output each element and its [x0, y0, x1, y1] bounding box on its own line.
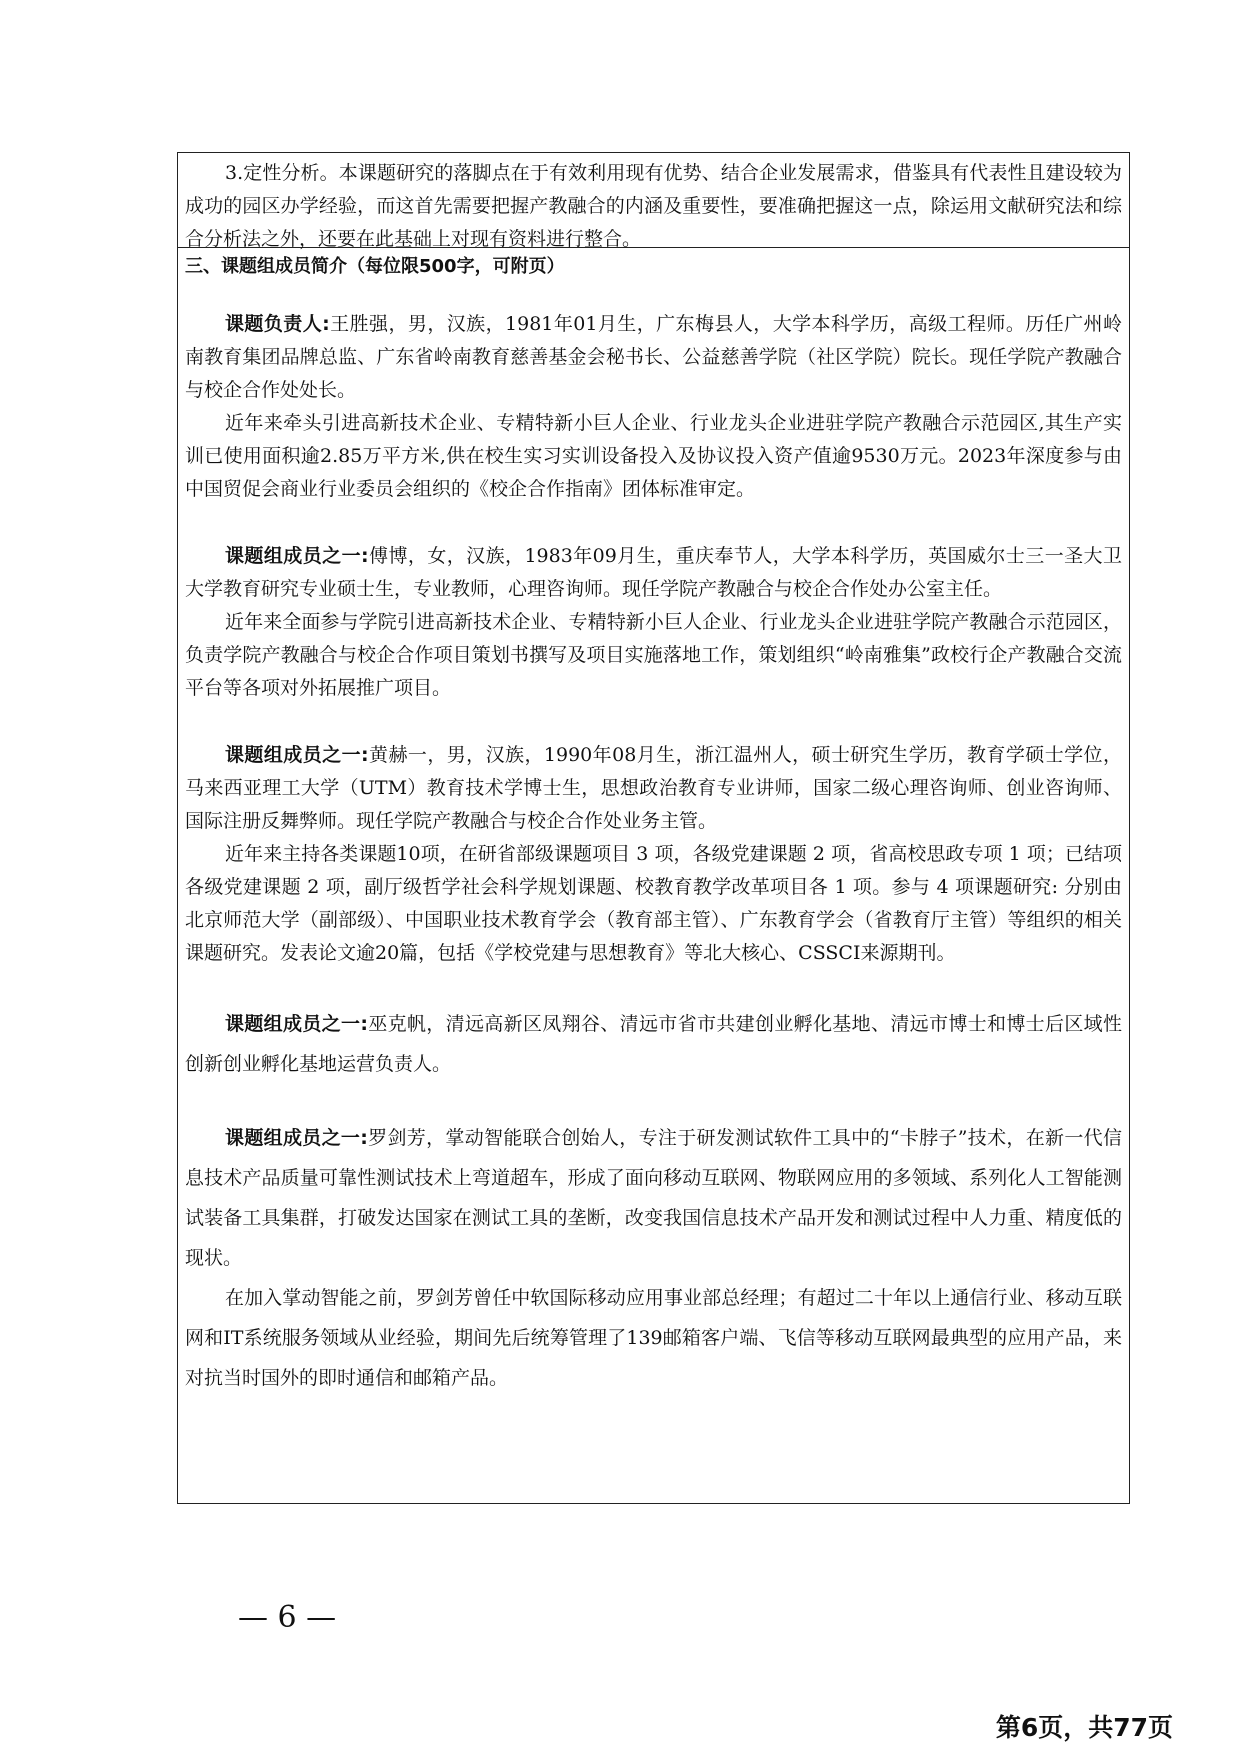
member-intro: [185, 739, 1122, 838]
members-cell: [178, 248, 1129, 1503]
member-intro: [185, 1004, 1122, 1084]
member-intro: [185, 1118, 1122, 1278]
member-intro: [185, 308, 1122, 407]
application-form-table: [177, 152, 1130, 1504]
member-detail: 在加入掌动智能之前，罗剑芳曾任中软国际移动应用事业部总经理；有超过二十年以上通信行业、移动互联网和IT系统服务领域从业经验，期间先后统筹管理了139邮箱客户端、飞信等移动互联网最典型的应用产品，来对抗当时国外的即时通信和邮箱产品。: [185, 1287, 1122, 1389]
member-intro-text: 傅博，女，汉族，1983年09月生，重庆奉节人，大学本科学历，英国威尔士三一圣大卫大学教育研究专业硕士生，专业教师，心理咨询师。现任学院产教融合与校企合作处办公室主任。: [185, 545, 1122, 600]
qualitative-analysis-paragraph: 3.定性分析。本课题研究的落脚点在于有效利用现有优势、结合企业发展需求，借鉴具有代表性且建设较为成功的园区办学经验，而这首先需要把握产教融合的内涵及重要性，要准确把握这一点，除运用文献研究法和综合分析法之外，还要在此基础上对现有资料进行整合。: [185, 162, 1122, 250]
member-detail: 近年来主持各类课题10项，在研省部级课题项目 3 项，各级党建课题 2 项，省高校思政专项 1 项；已结项各级党建课题 2 项，副厅级哲学社会科学规划课题、校教育教学改革项目各 1 项。参与 4 项课题研究: 分别由北京师范大学（副部级）、中国职业技术教育学会（教育部主管）、广东教育学会（省教育厅主管）等组织的相关课题研究。发表论文逾20篇，包括《学校党建与思想教育》等北大核心、CSSCI来源期刊。: [185, 843, 1122, 964]
member-intro-text: 王胜强，男，汉族，1981年01月生，广东梅县人，大学本科学历，高级工程师。历任广州岭南教育集团品牌总监、广东省岭南教育慈善基金会秘书长、公益慈善学院（社区学院）院长。现任学院产教融合与校企合作处处长。: [185, 313, 1122, 401]
section-heading: 三、课题组成员简介（每位限500字，可附页）: [185, 256, 565, 277]
member-detail: 近年来全面参与学院引进高新技术企业、专精特新小巨人企业、行业龙头企业进驻学院产教融合示范园区，负责学院产教融合与校企合作项目策划书撰写及项目实施落地工作，策划组织“岭南雅集”政校行企产教融合交流平台等各项对外拓展推广项目。: [185, 611, 1122, 699]
member-label: 课题组成员之一:: [225, 1013, 368, 1035]
member-intro: [185, 540, 1122, 606]
page-footer: 第6页，共77页: [995, 1713, 1173, 1742]
page-number: — 6 —: [238, 1600, 337, 1635]
member-label: 课题组成员之一:: [225, 744, 369, 766]
member-label: 课题组成员之一:: [225, 545, 369, 567]
method-cell: [178, 153, 1129, 248]
member-intro-text: 罗剑芳，掌动智能联合创始人，专注于研发测试软件工具中的“卡脖子”技术，在新一代信息技术产品质量可靠性测试技术上弯道超车，形成了面向移动互联网、物联网应用的多领域、系列化人工智能测试装备工具集群，打破发达国家在测试工具的垄断，改变我国信息技术产品开发和测试过程中人力重、精度低的现状。: [185, 1127, 1122, 1269]
member-detail: 近年来牵头引进高新技术企业、专精特新小巨人企业、行业龙头企业进驻学院产教融合示范园区,其生产实训已使用面积逾2.85万平方米,供在校生实习实训设备投入及协议投入资产值逾9530万元。2023年深度参与由中国贸促会商业行业委员会组织的《校企合作指南》团体标准审定。: [185, 412, 1122, 500]
member-label: 课题组成员之一:: [225, 1127, 368, 1149]
member-label: 课题负责人:: [225, 313, 330, 335]
member-intro-text: 巫克帆，清远高新区凤翔谷、清远市省市共建创业孵化基地、清远市博士和博士后区域性创新创业孵化基地运营负责人。: [185, 1013, 1122, 1075]
member-intro-text: 黄赫一，男，汉族，1990年08月生，浙江温州人，硕士研究生学历，教育学硕士学位，马来西亚理工大学（UTM）教育技术学博士生，思想政治教育专业讲师，国家二级心理咨询师、创业咨询师、国际注册反舞弊师。现任学院产教融合与校企合作处业务主管。: [185, 744, 1122, 832]
